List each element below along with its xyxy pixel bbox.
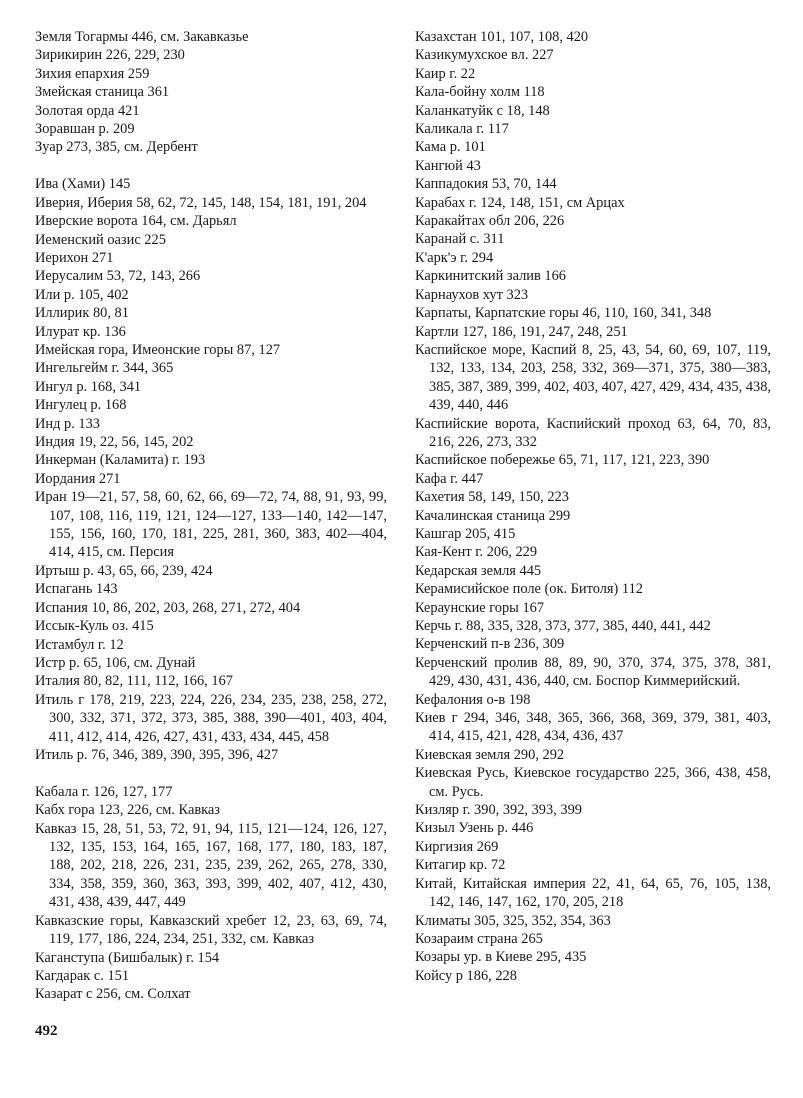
index-entry: Каспийское море, Каспий 8, 25, 43, 54, 60, 69, 107, 119, 132, 133, 134, 203, 258, 332, 369—371, 375, 380—383, 385, 387, 389, 399, 402, 403, 407, 427, 429, 434, 435, 438, 439, 440, 446 (415, 341, 771, 414)
index-entry: Испагань 143 (35, 581, 118, 598)
index-entry: Климаты 305, 325, 352, 354, 363 (415, 912, 611, 929)
index-entry: Каркинитский залив 166 (415, 268, 566, 285)
index-entry: Керченский пролив 88, 89, 90, 370, 374, 375, 378, 381, 429, 430, 431, 436, 440, см. Боспор Киммерийский. (415, 654, 771, 690)
index-entry: Илурат кр. 136 (35, 323, 126, 340)
index-entry: Киев г 294, 346, 348, 365, 366, 368, 369, 379, 381, 403, 414, 415, 421, 428, 434, 436, 437 (415, 710, 771, 745)
index-entry: Карнаухов хут 323 (415, 286, 529, 303)
index-entry: Кая-Кент г. 206, 229 (415, 544, 538, 561)
index-entry: Кавказ 15, 28, 51, 53, 72, 91, 94, 115, 121—124, 126, 127, 132, 135, 153, 164, 165, 167, 168, 177, 180, 183, 187, 188, 202, 218, 226, 231, 235, 239, 262, 265, 278, 330, 334, 358, 359, 360, 363, 393, 399, 402, 407, 412, 430, 431, 438, 439, 447, 449 (35, 820, 387, 911)
index-entry: Зихия епархия 259 (35, 65, 150, 82)
index-entry: Иверия, Иберия 58, 62, 72, 145, 148, 154, 181, 191, 204 (35, 194, 367, 211)
index-entry: Иерусалим 53, 72, 143, 266 (35, 268, 201, 285)
group-separator (35, 157, 387, 176)
index-entry: Змейская станица 361 (35, 84, 170, 101)
index-entry: Каппадокия 53, 70, 144 (415, 176, 557, 193)
index-entry: Инкерман (Каламита) г. 193 (35, 452, 206, 469)
index-entry: Итиль р. 76, 346, 389, 390, 395, 396, 427 (35, 746, 279, 763)
index-entry: Карабах г. 124, 148, 151, см Арцах (415, 194, 625, 211)
index-entry: Кафа г. 447 (415, 470, 484, 487)
index-entry: Кабх гора 123, 226, см. Кавказ (35, 802, 220, 819)
index-entry: Картли 127, 186, 191, 247, 248, 251 (415, 323, 628, 340)
index-entry: Ингельгейм г. 344, 365 (35, 360, 174, 377)
index-entry: Зуар 273, 385, см. Дербент (35, 139, 198, 156)
index-entry: Кефалония о-в 198 (415, 691, 531, 708)
index-entry: Каланкатуйк с 18, 148 (415, 102, 550, 119)
index-entry: Иордания 271 (35, 470, 121, 487)
index-entry: К'арк'э г. 294 (415, 249, 494, 266)
index-entry: Китагир кр. 72 (415, 857, 506, 874)
index-entry: Кашгар 205, 415 (415, 525, 516, 542)
index-entry: Козараим страна 265 (415, 930, 543, 947)
index-entry: Каликала г. 117 (415, 121, 509, 138)
index-entry: Каракайтах обл 206, 226 (415, 213, 565, 230)
index-entry: Киевская Русь, Киевское государство 225, 366, 438, 458, см. Русь. (415, 765, 771, 800)
index-entry: Киргизия 269 (415, 838, 499, 855)
index-entry: Керчь г. 88, 335, 328, 373, 377, 385, 440, 441, 442 (415, 618, 711, 634)
index-entry: Койсу р 186, 228 (415, 967, 517, 984)
index-entry: Италия 80, 82, 111, 112, 166, 167 (35, 673, 233, 690)
index-entry: Ингулец р. 168 (35, 397, 127, 414)
index-entry: Зоравшан р. 209 (35, 121, 135, 138)
index-entry: Или р. 105, 402 (35, 286, 129, 303)
index-entry: Китай, Китайская империя 22, 41, 64, 65, 76, 105, 138, 142, 146, 147, 162, 170, 205, 218 (415, 875, 771, 911)
index-entry: Кизыл Узень р. 446 (415, 820, 534, 837)
index-entry: Кизляр г. 390, 392, 393, 399 (415, 802, 582, 819)
index-entry: Качалинская станица 299 (415, 507, 571, 524)
index-entry: Кала-бойну холм 118 (415, 84, 545, 101)
index-entry: Иеменский оазис 225 (35, 231, 166, 248)
index-entry: Иллирик 80, 81 (35, 305, 129, 322)
index-entry: Кедарская земля 445 (415, 562, 542, 579)
index-entry: Кабала г. 126, 127, 177 (35, 783, 173, 800)
index-entry: Истр р. 65, 106, см. Дунай (35, 654, 196, 671)
index-entry: Истамбул г. 12 (35, 636, 124, 653)
index-entry: Казикумухское вл. 227 (415, 47, 554, 64)
index-entry: Кахетия 58, 149, 150, 223 (415, 489, 569, 506)
index-entry: Имейская гора, Имеонские горы 87, 127 (35, 342, 281, 358)
index-entry: Индия 19, 22, 56, 145, 202 (35, 434, 194, 451)
group-separator (35, 764, 387, 783)
index-entry: Кангюй 43 (415, 157, 481, 174)
index-entry: Земля Тогармы 446, см. Закавказье (35, 29, 249, 45)
index-entry: Ива (Хами) 145 (35, 176, 131, 193)
index-entry: Испания 10, 86, 202, 203, 268, 271, 272, 404 (35, 599, 301, 616)
page-number: 492 (35, 1023, 58, 1039)
index-entry: Казарат с 256, см. Солхат (35, 986, 191, 1003)
index-group-i (35, 175, 387, 764)
index-entry: Иверские ворота 164, см. Дарьял (35, 213, 237, 230)
index-entry: Кагдарак с. 151 (35, 967, 130, 984)
index-entry: Кавказские горы, Кавказский хребет 12, 23, 63, 69, 74, 119, 177, 186, 224, 234, 251, 332, см. Кавказ (35, 912, 387, 948)
index-entry: Керамисийское поле (ок. Битоля) 112 (415, 581, 643, 598)
index-entry: Инд р. 133 (35, 415, 100, 432)
index-entry: Козары ур. в Киеве 295, 435 (415, 949, 587, 966)
index-entry: Иран 19—21, 57, 58, 60, 62, 66, 69—72, 74, 88, 91, 93, 99, 107, 108, 116, 119, 121, 124—127, 133—140, 142—147, 155, 156, 160, 170, 181, 225, 281, 360, 383, 402—404, 414, 415, см. Персия (35, 489, 387, 561)
index-entry: Карпаты, Карпатские горы 46, 110, 160, 341, 348 (415, 305, 712, 322)
index-entry: Каранай с. 311 (415, 231, 505, 248)
index-entry: Иерихон 271 (35, 249, 114, 266)
index-entry: Киевская земля 290, 292 (415, 746, 565, 763)
index-entry: Иссык-Куль оз. 415 (35, 618, 154, 635)
index-entry: Керченский п-в 236, 309 (415, 636, 565, 653)
index-entry: Итиль г 178, 219, 223, 224, 226, 234, 235, 238, 258, 272, 300, 332, 371, 372, 373, 385, 388, 390—401, 403, 404, 411, 412, 414, 426, 427, 431, 433, 434, 445, 458 (35, 691, 387, 745)
index-entry: Казахстан 101, 107, 108, 420 (415, 29, 589, 45)
index-group-k (35, 783, 387, 1004)
index-entry: Кераунские горы 167 (415, 599, 545, 616)
index-entry: Зирикирин 226, 229, 230 (35, 47, 185, 64)
index-group-k-continued (415, 28, 771, 985)
index-entry: Кама р. 101 (415, 139, 486, 156)
index-entry: Каир г. 22 (415, 65, 476, 82)
right-column (415, 28, 771, 985)
index-entry: Каспийские ворота, Каспийский проход 63, 64, 70, 83, 216, 226, 273, 332 (415, 415, 771, 450)
left-column (35, 28, 387, 1004)
index-entry: Ингул р. 168, 341 (35, 378, 142, 395)
index-entry: Золотая орда 421 (35, 102, 140, 119)
index-entry: Иртыш р. 43, 65, 66, 239, 424 (35, 562, 213, 579)
index-group-z (35, 28, 387, 157)
index-entry: Каганступа (Бишбалык) г. 154 (35, 949, 220, 966)
index-entry: Каспийское побережье 65, 71, 117, 121, 223, 390 (415, 452, 710, 469)
